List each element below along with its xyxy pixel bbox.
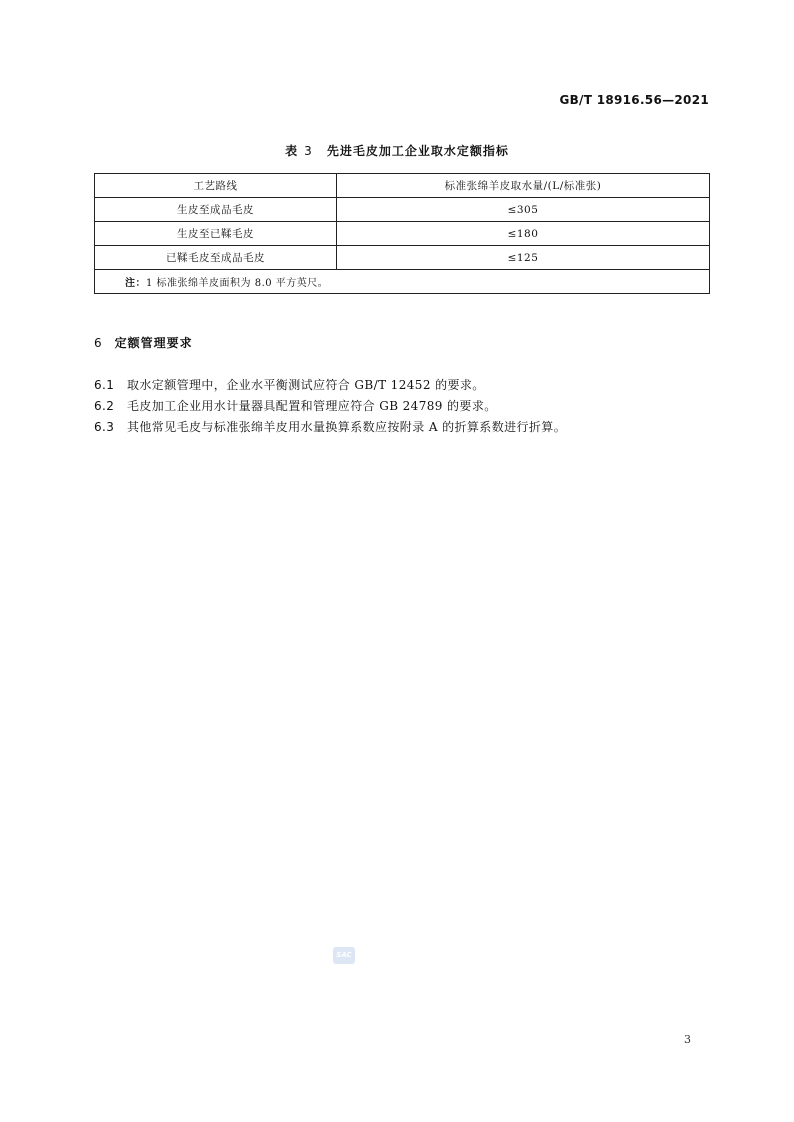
standard-code: GB/T 18916.56—2021	[559, 93, 709, 107]
clause	[94, 376, 485, 393]
table-caption-title: 先进毛皮加工企业取水定额指标	[326, 144, 509, 158]
page-number: 3	[684, 1033, 691, 1046]
clause-number: 6.1	[94, 378, 115, 392]
clause-text: 取水定额管理中，企业水平衡测试应符合 GB/T 12452 的要求。	[127, 378, 485, 392]
clause	[94, 397, 497, 414]
table-caption-number: 3	[304, 144, 313, 158]
table-cell-value: ≤180	[337, 222, 710, 246]
column-header-water-intake: 标准张绵羊皮取水量/(L/标准张)	[337, 174, 710, 198]
water-quota-table	[94, 173, 710, 294]
table-cell-process: 生皮至成品毛皮	[95, 198, 337, 222]
table-cell-value: ≤125	[337, 246, 710, 270]
table-caption-label: 表	[285, 144, 299, 158]
table-row	[95, 246, 710, 270]
table-header-row	[95, 174, 710, 198]
clause-text: 毛皮加工企业用水计量器具配置和管理应符合 GB 24789 的要求。	[127, 399, 497, 413]
table-cell-value: ≤305	[337, 198, 710, 222]
table-cell-process: 生皮至已鞣毛皮	[95, 222, 337, 246]
section-number: 6	[94, 336, 103, 350]
table-note-text: 1 标准张绵羊皮面积为 8.0 平方英尺。	[146, 278, 329, 289]
column-header-process: 工艺路线	[95, 174, 337, 198]
table-row	[95, 198, 710, 222]
clause-text: 其他常见毛皮与标准张绵羊皮用水量换算系数应按附录 A 的折算系数进行折算。	[127, 420, 567, 434]
table-cell-process: 已鞣毛皮至成品毛皮	[95, 246, 337, 270]
section-heading	[94, 334, 193, 351]
clause	[94, 418, 566, 435]
table-row	[95, 222, 710, 246]
table-note	[95, 270, 710, 294]
clause-number: 6.2	[94, 399, 115, 413]
table-note-row	[95, 270, 710, 294]
section-title: 定额管理要求	[114, 336, 193, 350]
table-caption	[0, 142, 794, 159]
table-note-label: 注：	[125, 278, 146, 289]
sac-watermark-logo: SAC	[333, 947, 355, 964]
clause-number: 6.3	[94, 420, 115, 434]
